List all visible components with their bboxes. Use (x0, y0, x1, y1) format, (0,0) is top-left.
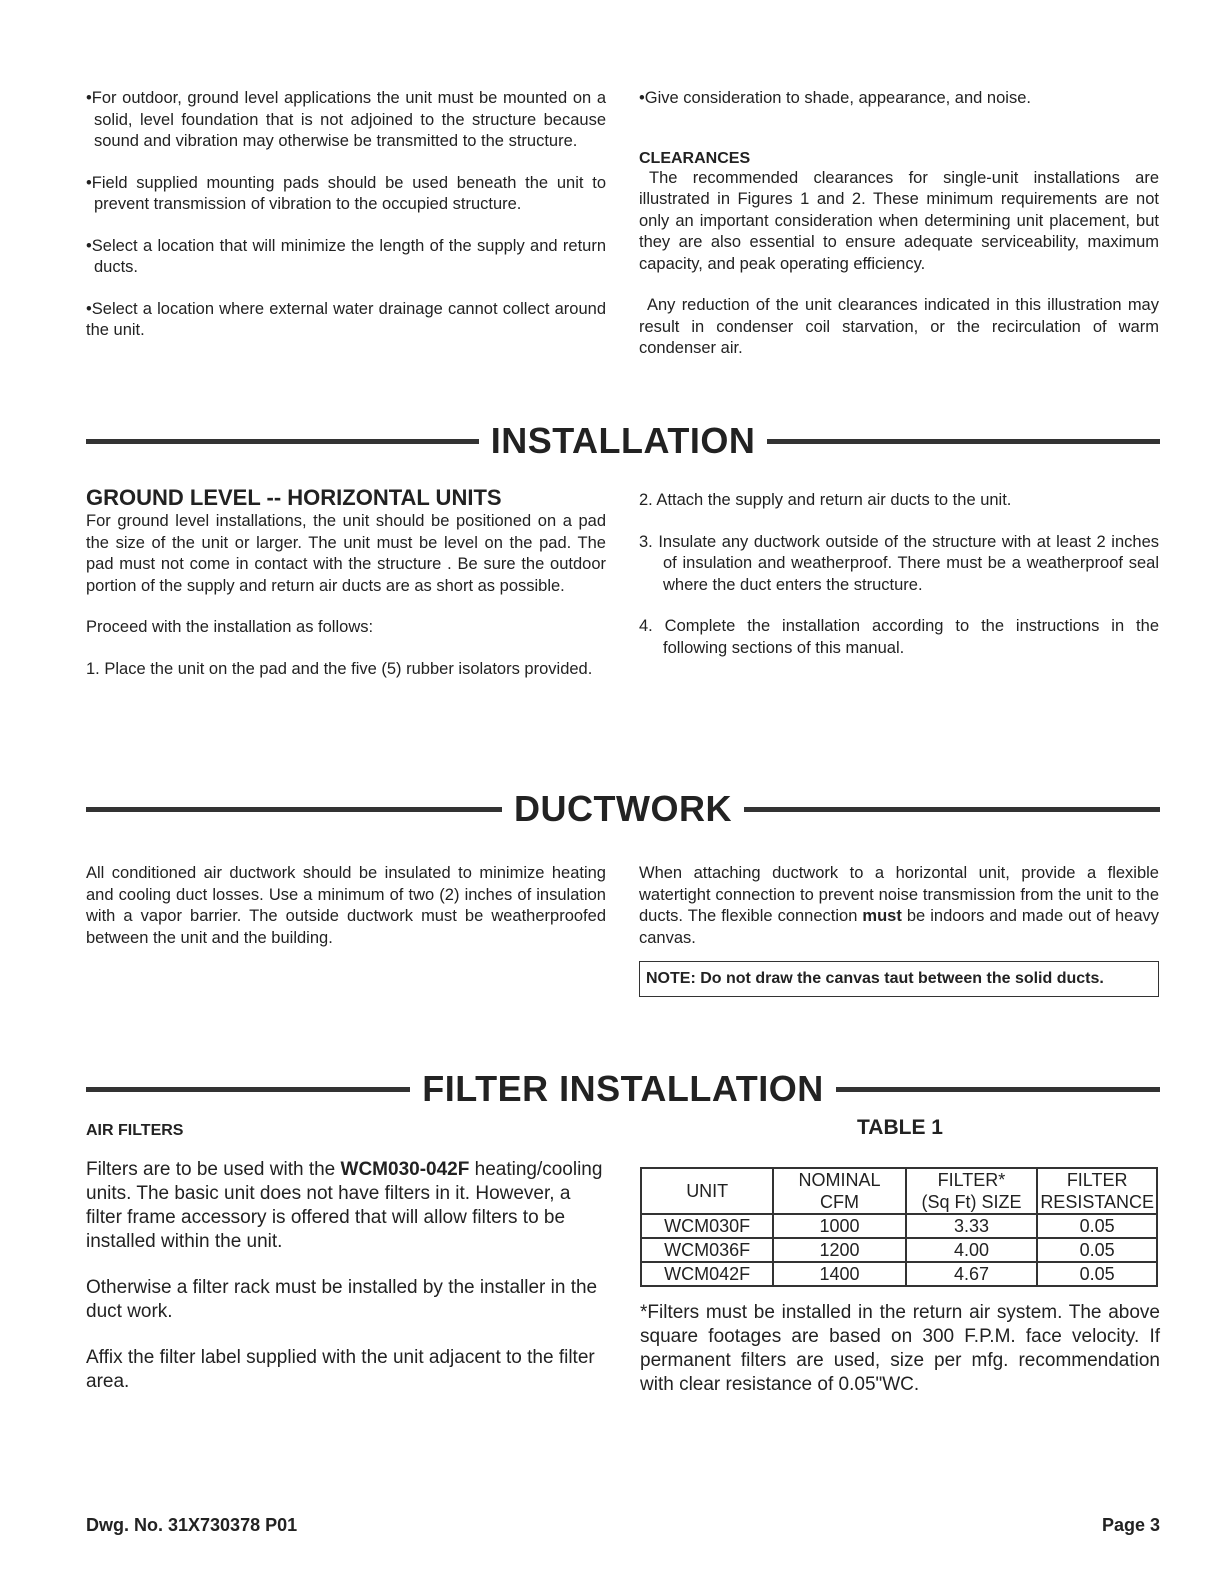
connection-text-part-b: be indoors and made out of heavy canvas. (639, 907, 1159, 947)
header-filter-size (906, 1168, 1038, 1214)
table-row (641, 1238, 1157, 1262)
cell-unit: WCM030F (641, 1214, 773, 1238)
bullet-shade: •Give consideration to shade, appearance, and noise. (639, 89, 1031, 107)
filter-p1-part-b: heating/cooling units. The basic unit does not have filters in it. However, a filter frame accessory is offered that will allow filters to be installed within the unit. (86, 1159, 603, 1252)
installation-left-column (86, 485, 606, 680)
step-2: 2. Attach the supply and return air ducts to the unit. (639, 491, 1012, 509)
cell-resistance: 0.05 (1037, 1262, 1157, 1286)
banner-rule-right (767, 439, 1160, 444)
ductwork-insulation-text: All conditioned air ductwork should be insulated to minimize heating and cooling duct losses. Use a minimum of two (2) inches of insulation with a vapor barrier. The outside ductwork must be weatherproofed between the unit and the building. (86, 864, 606, 947)
bullet-outdoor: •For outdoor, ground level applications the unit must be mounted on a solid, level foundation that is not adjoined to the structure because sound and vibration may otherwise be transmitted to the structure. (86, 89, 606, 150)
cell-size: 3.33 (906, 1214, 1038, 1238)
table-row (641, 1214, 1157, 1238)
filter-banner (86, 1068, 1160, 1110)
clearances-heading: CLEARANCES (639, 149, 751, 167)
cell-size: 4.00 (906, 1238, 1038, 1262)
clearances-paragraph-1: The recommended clearances for single-unit installations are illustrated in Figures 1 and 2. These minimum requirements are not only an important consideration when determining unit placement, but they are also essential to ensure adequate serviceability, maximum capacity, and peak operating efficiency. (639, 168, 1159, 273)
installation-intro: For ground level installations, the unit should be positioned on a pad the size of the unit or larger. The unit must be level on the pad. The pad must not come in contact with the structure . Be sure the outdoor portion of the supply and return air ducts are as short as possible. (86, 512, 606, 595)
proceed-text: Proceed with the installation as follows: (86, 618, 374, 636)
top-right-column (639, 88, 1159, 360)
canvas-note-box: NOTE: Do not draw the canvas taut between the solid ducts. (639, 961, 1159, 997)
step-4: 4. Complete the installation according to the instructions in the following sections of this manual. (639, 617, 1159, 657)
filter-table (640, 1167, 1158, 1287)
installation-right-column (639, 490, 1159, 659)
cell-unit: WCM036F (641, 1238, 773, 1262)
filter-paragraph-1 (86, 1158, 606, 1254)
filter-left-column (86, 1122, 606, 1394)
ductwork-left-column (86, 863, 606, 949)
banner-rule-left (86, 807, 502, 812)
bullet-duct-length: •Select a location that will minimize the length of the supply and return ducts. (86, 236, 606, 276)
header-filter-line2: (Sq Ft) SIZE (921, 1192, 1022, 1212)
cell-resistance: 0.05 (1037, 1238, 1157, 1262)
cell-cfm: 1200 (773, 1238, 905, 1262)
ductwork-connection-text (639, 863, 1159, 949)
ductwork-right-column (639, 863, 1159, 997)
banner-rule-left (86, 1087, 410, 1092)
header-filter-line1: FILTER* (937, 1170, 1006, 1190)
header-nominal-line1: NOMINAL (798, 1170, 881, 1190)
ductwork-title: DUCTWORK (514, 788, 732, 829)
filter-model-range: WCM030-042F (340, 1159, 470, 1180)
header-resist-line2: RESISTANCE (1040, 1192, 1154, 1212)
ductwork-banner (86, 788, 1160, 830)
filter-right-column (640, 1116, 1160, 1397)
filter-installation-title: FILTER INSTALLATION (422, 1068, 824, 1109)
top-left-column (86, 88, 606, 342)
connection-text-must: must (862, 907, 902, 925)
cell-cfm: 1400 (773, 1262, 905, 1286)
banner-rule-left (86, 439, 479, 444)
table-title: TABLE 1 (857, 1116, 943, 1139)
clearances-paragraph-2: Any reduction of the unit clearances indicated in this illustration may result in condenser coil starvation, or the recirculation of warm condenser air. (639, 296, 1159, 357)
cell-cfm: 1000 (773, 1214, 905, 1238)
step-1: 1. Place the unit on the pad and the five (5) rubber isolators provided. (86, 659, 593, 678)
banner-rule-right (744, 807, 1160, 812)
step-3: 3. Insulate any ductwork outside of the structure with at least 2 inches of insulation and weatherproof. There must be a weatherproof seal where the duct enters the structure. (639, 532, 1159, 594)
cell-unit: WCM042F (641, 1262, 773, 1286)
bullet-mounting-pads: •Field supplied mounting pads should be used beneath the unit to prevent transmission of vibration to the occupied structure. (86, 173, 606, 213)
header-unit: UNIT (641, 1168, 773, 1214)
cell-resistance: 0.05 (1037, 1214, 1157, 1238)
bullet-drainage: •Select a location where external water drainage cannot collect around the unit. (86, 299, 606, 339)
filter-paragraph-2: Otherwise a filter rack must be installed by the installer in the duct work. (86, 1277, 598, 1322)
filter-p1-part-a: Filters are to be used with the (86, 1159, 341, 1180)
filter-paragraph-3: Affix the filter label supplied with the unit adjacent to the filter area. (86, 1347, 595, 1392)
connection-text-part-a: When attaching ductwork to a horizontal unit, provide a flexible watertight connection to prevent noise transmission from the unit to the ducts. The flexible connection (639, 864, 1159, 925)
banner-rule-right (836, 1087, 1160, 1092)
cell-size: 4.67 (906, 1262, 1038, 1286)
table-header-row (641, 1168, 1157, 1214)
page-number: Page 3 (1101, 1515, 1160, 1535)
air-filters-heading: AIR FILTERS (86, 1122, 184, 1139)
header-nominal-line2: CFM (819, 1192, 859, 1212)
header-nominal-cfm (773, 1168, 905, 1214)
table-row (641, 1262, 1157, 1286)
installation-banner (86, 420, 1160, 462)
installation-title: INSTALLATION (490, 420, 756, 461)
header-resist-line1: FILTER (1066, 1170, 1128, 1190)
filter-footnote: *Filters must be installed in the return air system. The above square footages are based on 300 F.P.M. face velocity. If permanent filters are used, size per mfg. recommendation with clear resistance of 0.05"WC. (640, 1302, 1160, 1395)
ground-level-heading: GROUND LEVEL -- HORIZONTAL UNITS (86, 485, 502, 510)
drawing-number: Dwg. No. 31X730378 P01 (86, 1515, 298, 1535)
header-filter-resistance (1037, 1168, 1157, 1214)
